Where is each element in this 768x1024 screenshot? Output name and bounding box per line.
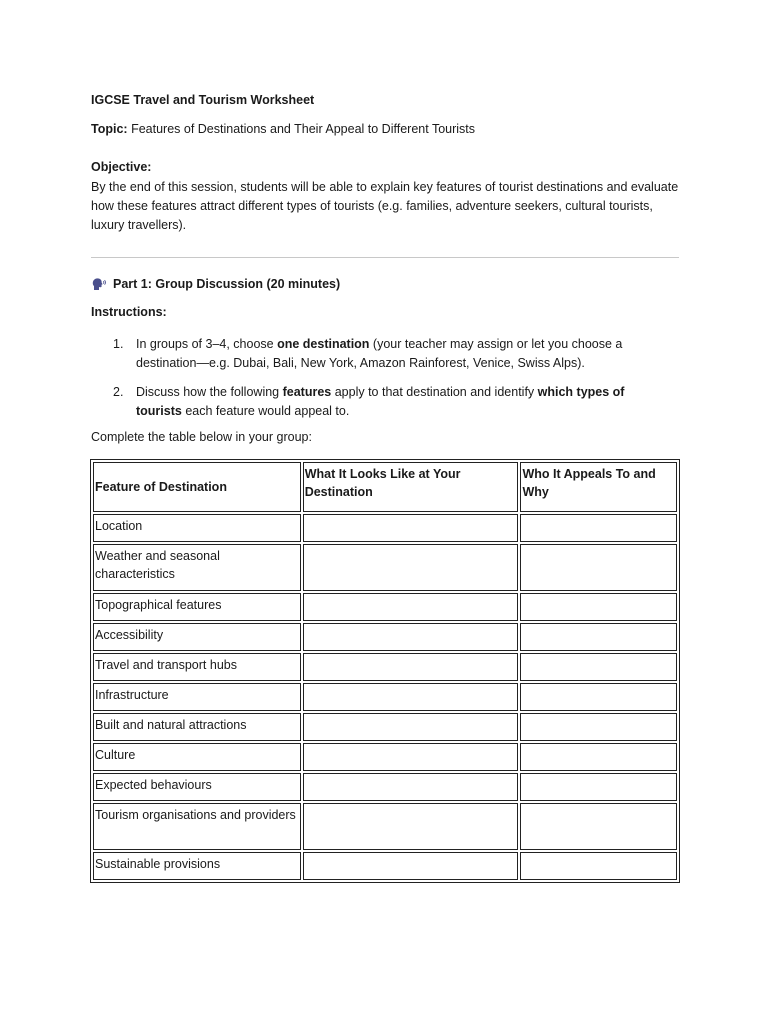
appeals-to-cell[interactable] — [520, 852, 677, 880]
feature-cell: Sustainable provisions — [93, 852, 301, 880]
table-row — [93, 852, 677, 880]
feature-cell: Travel and transport hubs — [93, 653, 301, 681]
feature-cell: Built and natural attractions — [93, 713, 301, 741]
looks-like-cell[interactable] — [303, 514, 519, 542]
topic-text: Features of Destinations and Their Appeal to Different Tourists — [131, 122, 476, 136]
feature-cell: Accessibility — [93, 623, 301, 651]
column-header-looks-like: What It Looks Like at Your Destination — [303, 462, 519, 512]
looks-like-cell[interactable] — [303, 852, 519, 880]
looks-like-cell[interactable] — [303, 653, 519, 681]
part1-heading-text: Part 1: Group Discussion (20 minutes) — [113, 277, 341, 291]
appeals-to-cell[interactable] — [520, 713, 677, 741]
speaking-head-icon — [91, 276, 107, 292]
list-number: 1. — [113, 337, 124, 351]
feature-cell: Expected behaviours — [93, 773, 301, 801]
list-number: 2. — [113, 385, 124, 399]
looks-like-cell[interactable] — [303, 683, 519, 711]
table-row — [93, 653, 677, 681]
list-item — [113, 383, 673, 423]
table-row — [93, 593, 677, 621]
appeals-to-cell[interactable] — [520, 743, 677, 771]
appeals-to-cell[interactable] — [520, 623, 677, 651]
part1-heading — [91, 276, 340, 292]
appeals-to-cell[interactable] — [520, 683, 677, 711]
topic-line — [91, 122, 475, 136]
feature-cell: Culture — [93, 743, 301, 771]
feature-cell: Infrastructure — [93, 683, 301, 711]
table-row — [93, 803, 677, 850]
column-header-appeals-to: Who It Appeals To and Why — [520, 462, 677, 512]
appeals-to-cell[interactable] — [520, 544, 677, 591]
table-row — [93, 544, 677, 591]
table-row — [93, 773, 677, 801]
table-header-row — [93, 462, 677, 512]
appeals-to-cell[interactable] — [520, 653, 677, 681]
table-row — [93, 743, 677, 771]
column-header-feature: Feature of Destination — [93, 462, 301, 512]
table-row — [93, 683, 677, 711]
feature-cell: Location — [93, 514, 301, 542]
section-divider — [91, 257, 679, 258]
looks-like-cell[interactable] — [303, 803, 519, 850]
list-item-text: Discuss how the following features apply to that destination and identify which types of tourists each feature would appeal to. — [136, 385, 625, 418]
table-row — [93, 713, 677, 741]
appeals-to-cell[interactable] — [520, 593, 677, 621]
appeals-to-cell[interactable] — [520, 514, 677, 542]
looks-like-cell[interactable] — [303, 623, 519, 651]
table-row — [93, 623, 677, 651]
looks-like-cell[interactable] — [303, 743, 519, 771]
complete-instruction: Complete the table below in your group: — [91, 430, 312, 444]
objective-heading: Objective: — [91, 160, 152, 174]
objective-text: By the end of this session, students will be able to explain key features of tourist destinations and evaluate how these features attract different types of tourists (e.g. families, adventure seekers, cultural tourists, luxury travellers). — [91, 180, 679, 232]
looks-like-cell[interactable] — [303, 713, 519, 741]
looks-like-cell[interactable] — [303, 593, 519, 621]
appeals-to-cell[interactable] — [520, 773, 677, 801]
feature-cell: Tourism organisations and providers — [93, 803, 301, 850]
features-table — [90, 459, 680, 883]
list-item-text: In groups of 3–4, choose one destination (your teacher may assign or let you choose a destination—e.g. Dubai, Bali, New York, Amazon Rainforest, Venice, Swiss Alps). — [136, 337, 623, 370]
looks-like-cell[interactable] — [303, 773, 519, 801]
topic-label: Topic: — [91, 122, 128, 136]
worksheet-title: IGCSE Travel and Tourism Worksheet — [91, 93, 315, 107]
table-row — [93, 514, 677, 542]
instructions-heading: Instructions: — [91, 305, 167, 319]
appeals-to-cell[interactable] — [520, 803, 677, 850]
list-item — [113, 335, 673, 375]
looks-like-cell[interactable] — [303, 544, 519, 591]
feature-cell: Weather and seasonal characteristics — [93, 544, 301, 591]
feature-cell: Topographical features — [93, 593, 301, 621]
